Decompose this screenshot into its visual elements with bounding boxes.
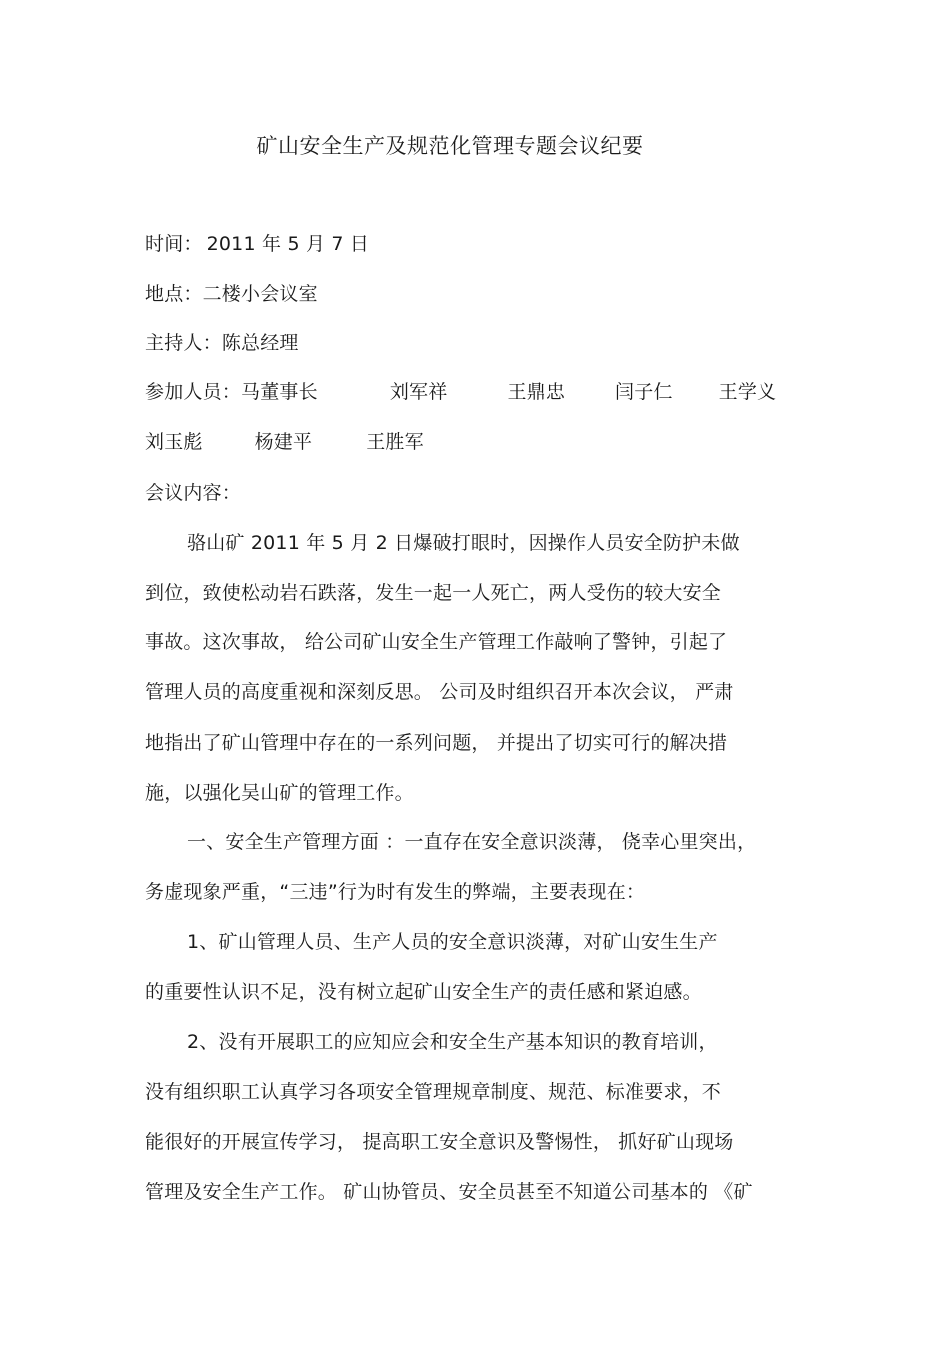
- attendee: 王学义: [718, 381, 777, 403]
- document-title: 矿山安全生产及规范化管理专题会议纪要: [256, 134, 644, 158]
- attendees-label: 参加人员：: [145, 381, 242, 403]
- paragraph-line: 的重要性认识不足，没有树立起矿山安全生产的责任感和紧迫感。: [145, 981, 702, 1003]
- attendee: 王胜军: [366, 431, 424, 453]
- list-item-line: 1、矿山管理人员、生产人员的安全意识淡薄，对矿山安生生产: [187, 931, 718, 953]
- paragraph-line: 务虚现象严重，“三违”行为时有发生的弊端，主要表现在：: [145, 881, 646, 903]
- content-label: 会议内容：: [145, 482, 242, 504]
- meeting-place: [145, 279, 318, 309]
- attendee: 刘军祥: [389, 381, 448, 403]
- paragraph-line: 事故。这次事故， 给公司矿山安全生产管理工作敲响了警钟，引起了: [145, 631, 728, 653]
- place-label: 地点：: [145, 283, 203, 305]
- meeting-time: [145, 229, 369, 259]
- attendee: 马董事长: [241, 381, 318, 403]
- paragraph-line: 施，以强化吴山矿的管理工作。: [145, 782, 414, 804]
- paragraph-line: 管理人员的高度重视和深刻反思。 公司及时组织召开本次会议， 严肃: [145, 681, 734, 703]
- paragraph-line: 骆山矿 2011 年 5 月 2 日爆破打眼时，因操作人员安全防护未做: [187, 532, 740, 554]
- attendees-line-1: [145, 377, 776, 407]
- time-value: 2011 年 5 月 7 日: [206, 233, 370, 255]
- paragraph-line: 地指出了矿山管理中存在的一系列问题， 并提出了切实可行的解决措: [145, 732, 728, 754]
- section-heading-line: 一、安全生产管理方面 ：一直存在安全意识淡薄， 侥幸心里突出，: [187, 831, 757, 853]
- paragraph-line: 没有组织职工认真学习各项安全管理规章制度、规范、标准要求，不: [145, 1081, 722, 1103]
- meeting-host: [145, 328, 299, 358]
- host-value: 陈总经理: [221, 332, 299, 354]
- paragraph-line: 管理及安全生产工作。 矿山协管员、安全员甚至不知道公司基本的 《矿: [145, 1181, 753, 1203]
- paragraph-line: 能很好的开展宣传学习， 提高职工安全意识及警惕性， 抓好矿山现场: [145, 1131, 734, 1153]
- time-label: 时间：: [145, 233, 203, 255]
- host-label: 主持人：: [145, 332, 222, 354]
- attendee: 王鼎忠: [507, 381, 566, 403]
- place-value: 二楼小会议室: [202, 283, 318, 305]
- attendee: 闫子仁: [615, 381, 673, 403]
- attendee: 刘玉彪: [145, 431, 203, 453]
- list-item-line: 2、没有开展职工的应知应会和安全生产基本知识的教育培训，: [187, 1031, 718, 1053]
- paragraph-line: 到位，致使松动岩石跌落，发生一起一人死亡，两人受伤的较大安全: [145, 582, 722, 604]
- attendees-line-2: [145, 427, 424, 457]
- attendee: 杨建平: [254, 431, 313, 453]
